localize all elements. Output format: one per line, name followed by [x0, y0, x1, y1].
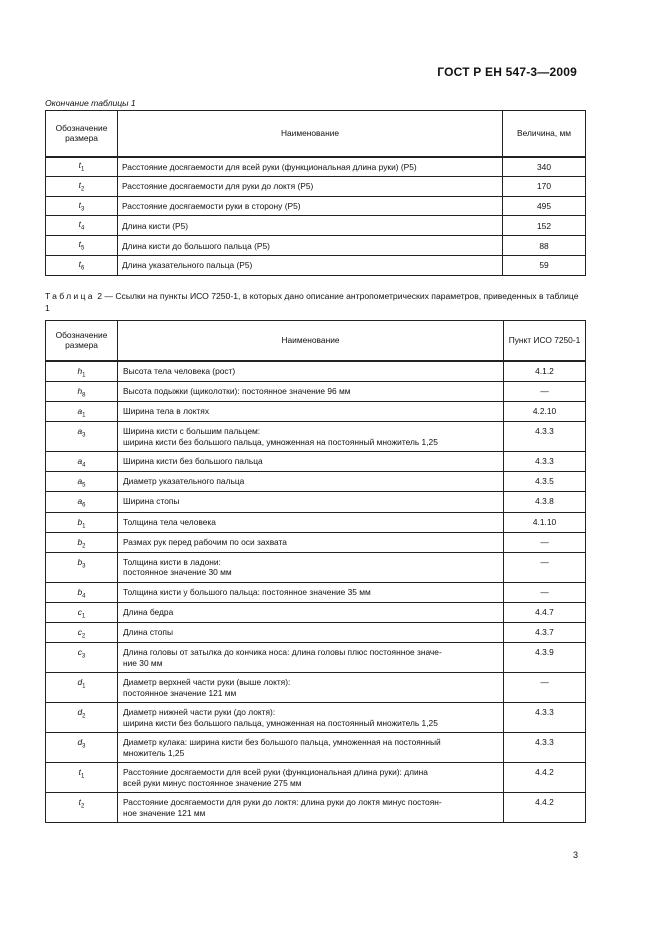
symbol-cell — [46, 216, 118, 236]
ref-cell: — — [504, 532, 586, 552]
symbol-cell — [46, 422, 118, 452]
value-cell: 152 — [503, 216, 586, 236]
symbol-cell — [46, 472, 118, 492]
value-cell: 340 — [503, 157, 586, 177]
name-cell: Ширина кисти без большого пальца — [118, 452, 504, 472]
value-cell: 170 — [503, 176, 586, 196]
table1-col-value: Величина, мм — [503, 111, 586, 157]
symbol-index: 4 — [80, 226, 85, 233]
table2-header-row — [46, 321, 586, 361]
name-cell: Толщина кисти в ладони: постоянное значение 30 мм — [118, 552, 504, 582]
value-cell: 495 — [503, 196, 586, 216]
page-number: 3 — [572, 850, 578, 860]
table-row — [46, 793, 586, 823]
symbol-index: 2 — [82, 543, 86, 550]
table-row — [46, 733, 586, 763]
name-cell: Расстояние досягаемости для руки до локтя: длина руки до локтя минус постоян- ное значение 121 мм — [118, 793, 504, 823]
table-row — [46, 703, 586, 733]
symbol-letter: b — [77, 556, 83, 567]
symbol-index: 1 — [82, 684, 86, 691]
symbol-letter: a — [77, 476, 83, 487]
symbol-letter: c — [77, 607, 82, 618]
value-cell: 88 — [503, 236, 586, 256]
symbol-letter: b — [77, 536, 83, 547]
symbol-cell — [46, 512, 118, 532]
name-cell: Диаметр кулака: ширина кисти без большого пальца, умноженная на постоянный множитель 1,25 — [118, 733, 504, 763]
table2 — [45, 320, 586, 823]
table-row — [46, 673, 586, 703]
table-row — [46, 361, 586, 382]
table1-header-row — [46, 111, 586, 157]
symbol-index: 3 — [82, 744, 86, 751]
table-row — [46, 552, 586, 582]
ref-cell: — — [504, 582, 586, 602]
symbol-letter: t — [78, 219, 81, 230]
symbol-index: 3 — [82, 563, 86, 570]
symbol-index: 1 — [82, 523, 86, 530]
table2-col-ref: Пункт ИСО 7250-1 — [504, 321, 586, 361]
name-cell: Длина указательного пальца (Р5) — [118, 255, 503, 275]
symbol-index: 1 — [82, 412, 86, 419]
symbol-index: 5 — [82, 482, 86, 489]
symbol-index: 3 — [81, 654, 86, 661]
symbol-cell — [46, 236, 118, 256]
name-cell: Длина бедра — [118, 603, 504, 623]
ref-cell: 4.3.3 — [504, 452, 586, 472]
ref-cell: 4.2.10 — [504, 401, 586, 421]
name-cell: Толщина тела человека — [118, 512, 504, 532]
name-cell: Длина головы от затылка до кончика носа: длина головы плюс постоянное значе- ние 30 мм — [118, 643, 504, 673]
symbol-index: 1 — [81, 613, 86, 620]
ref-cell: 4.4.2 — [504, 793, 586, 823]
name-cell: Длина кисти до большого пальца (Р5) — [118, 236, 503, 256]
table-row — [46, 216, 586, 236]
table2-caption-label: Таблица — [45, 291, 95, 301]
name-cell: Расстояние досягаемости для руки до локтя (Р5) — [118, 176, 503, 196]
document-header: ГОСТ Р ЕН 547-3—2009 — [437, 65, 577, 79]
symbol-index: 1 — [80, 166, 85, 173]
name-cell: Диаметр верхней части руки (выше локтя): постоянное значение 121 мм — [118, 673, 504, 703]
symbol-index: 5 — [80, 245, 85, 252]
ref-cell: 4.1.10 — [504, 512, 586, 532]
value-cell: 59 — [503, 255, 586, 275]
symbol-cell — [46, 623, 118, 643]
table-row — [46, 582, 586, 602]
symbol-cell — [46, 452, 118, 472]
symbol-letter: t — [78, 239, 81, 250]
ref-cell: 4.3.3 — [504, 703, 586, 733]
name-cell: Ширина тела в локтях — [118, 401, 504, 421]
symbol-letter: b — [77, 516, 83, 527]
name-cell: Размах рук перед рабочим по оси захвата — [118, 532, 504, 552]
symbol-index: 4 — [82, 593, 86, 600]
symbol-index: 3 — [80, 206, 85, 213]
ref-cell: 4.3.9 — [504, 643, 586, 673]
symbol-letter: t — [78, 797, 81, 808]
table-row — [46, 176, 586, 196]
symbol-cell — [46, 763, 118, 793]
name-cell: Ширина кисти с большим пальцем: ширина кисти без большого пальца, умноженная на постоянный множитель 1,25 — [118, 422, 504, 452]
ref-cell: 4.3.8 — [504, 492, 586, 512]
table1-caption: Окончание таблицы 1 — [45, 98, 136, 108]
symbol-index: 8 — [82, 392, 86, 399]
symbol-cell — [46, 157, 118, 177]
table2-col-symbol: Обозначение размера — [46, 321, 118, 361]
symbol-letter: h — [77, 365, 83, 376]
table-row — [46, 255, 586, 275]
table-row — [46, 492, 586, 512]
symbol-letter: d — [77, 737, 83, 748]
symbol-letter: h — [77, 385, 83, 396]
table-row — [46, 236, 586, 256]
name-cell: Ширина стопы — [118, 492, 504, 512]
table1 — [45, 110, 586, 276]
table2-caption-text: 2 — Ссылки на пункты ИСО 7250-1, в которых дано описание антропометрических параметров, приведенных в таблице 1 — [45, 291, 579, 313]
name-cell: Диаметр указательного пальца — [118, 472, 504, 492]
symbol-cell — [46, 582, 118, 602]
symbol-cell — [46, 401, 118, 421]
name-cell: Высота подыжки (щиколотки): постоянное значение 96 мм — [118, 381, 504, 401]
symbol-index: 2 — [82, 714, 86, 721]
name-cell: Расстояние досягаемости руки в сторону (Р5) — [118, 196, 503, 216]
symbol-letter: d — [77, 707, 83, 718]
symbol-cell — [46, 381, 118, 401]
ref-cell: 4.3.5 — [504, 472, 586, 492]
table-row — [46, 512, 586, 532]
table-row — [46, 763, 586, 793]
symbol-cell — [46, 703, 118, 733]
ref-cell: — — [504, 381, 586, 401]
symbol-letter: t — [78, 160, 81, 171]
symbol-index: 2 — [81, 633, 86, 640]
symbol-letter: c — [77, 647, 82, 658]
symbol-index: 1 — [82, 372, 86, 379]
table-row — [46, 452, 586, 472]
symbol-letter: t — [78, 199, 81, 210]
symbol-index: 6 — [80, 265, 85, 272]
symbol-cell — [46, 532, 118, 552]
symbol-letter: d — [77, 677, 83, 688]
symbol-letter: c — [77, 627, 82, 638]
name-cell: Толщина кисти у большого пальца: постоянное значение 35 мм — [118, 582, 504, 602]
symbol-cell — [46, 733, 118, 763]
table1-col-symbol: Обозначение размера — [46, 111, 118, 157]
table-row — [46, 196, 586, 216]
symbol-cell — [46, 361, 118, 382]
symbol-index: 4 — [82, 462, 86, 469]
table2-col-name: Наименование — [118, 321, 504, 361]
table-row — [46, 381, 586, 401]
ref-cell: — — [504, 552, 586, 582]
table-row — [46, 532, 586, 552]
table-row — [46, 472, 586, 492]
name-cell: Высота тела человека (рост) — [118, 361, 504, 382]
table-row — [46, 401, 586, 421]
ref-cell: 4.4.2 — [504, 763, 586, 793]
name-cell: Длина кисти (Р5) — [118, 216, 503, 236]
symbol-cell — [46, 793, 118, 823]
symbol-index: 3 — [82, 432, 86, 439]
ref-cell: 4.3.7 — [504, 623, 586, 643]
table-row — [46, 157, 586, 177]
table-row — [46, 422, 586, 452]
symbol-index: 6 — [82, 503, 86, 510]
name-cell: Длина стопы — [118, 623, 504, 643]
symbol-letter: b — [77, 586, 83, 597]
table2-caption — [45, 290, 585, 314]
symbol-letter: a — [77, 426, 83, 437]
symbol-letter: a — [77, 405, 83, 416]
symbol-cell — [46, 196, 118, 216]
table-row — [46, 643, 586, 673]
ref-cell: 4.4.7 — [504, 603, 586, 623]
symbol-index: 2 — [80, 804, 85, 811]
table1-col-name: Наименование — [118, 111, 503, 157]
ref-cell: — — [504, 673, 586, 703]
symbol-letter: t — [78, 259, 81, 270]
name-cell: Расстояние досягаемости для всей руки (функциональная длина руки): длина всей руки минус постоянное значение 275 мм — [118, 763, 504, 793]
symbol-index: 2 — [80, 186, 85, 193]
symbol-letter: a — [77, 456, 83, 467]
name-cell: Диаметр нижней части руки (до локтя): ширина кисти без большого пальца, умноженная на постоянный множитель 1,25 — [118, 703, 504, 733]
table-row — [46, 603, 586, 623]
table-row — [46, 623, 586, 643]
symbol-letter: t — [78, 767, 81, 778]
symbol-cell — [46, 255, 118, 275]
symbol-letter: a — [77, 496, 83, 507]
symbol-cell — [46, 643, 118, 673]
ref-cell: 4.1.2 — [504, 361, 586, 382]
symbol-cell — [46, 492, 118, 512]
symbol-letter: t — [78, 179, 81, 190]
name-cell: Расстояние досягаемости для всей руки (функциональная длина руки) (Р5) — [118, 157, 503, 177]
symbol-index: 1 — [80, 774, 85, 781]
symbol-cell — [46, 552, 118, 582]
ref-cell: 4.3.3 — [504, 422, 586, 452]
symbol-cell — [46, 176, 118, 196]
ref-cell: 4.3.3 — [504, 733, 586, 763]
symbol-cell — [46, 673, 118, 703]
symbol-cell — [46, 603, 118, 623]
